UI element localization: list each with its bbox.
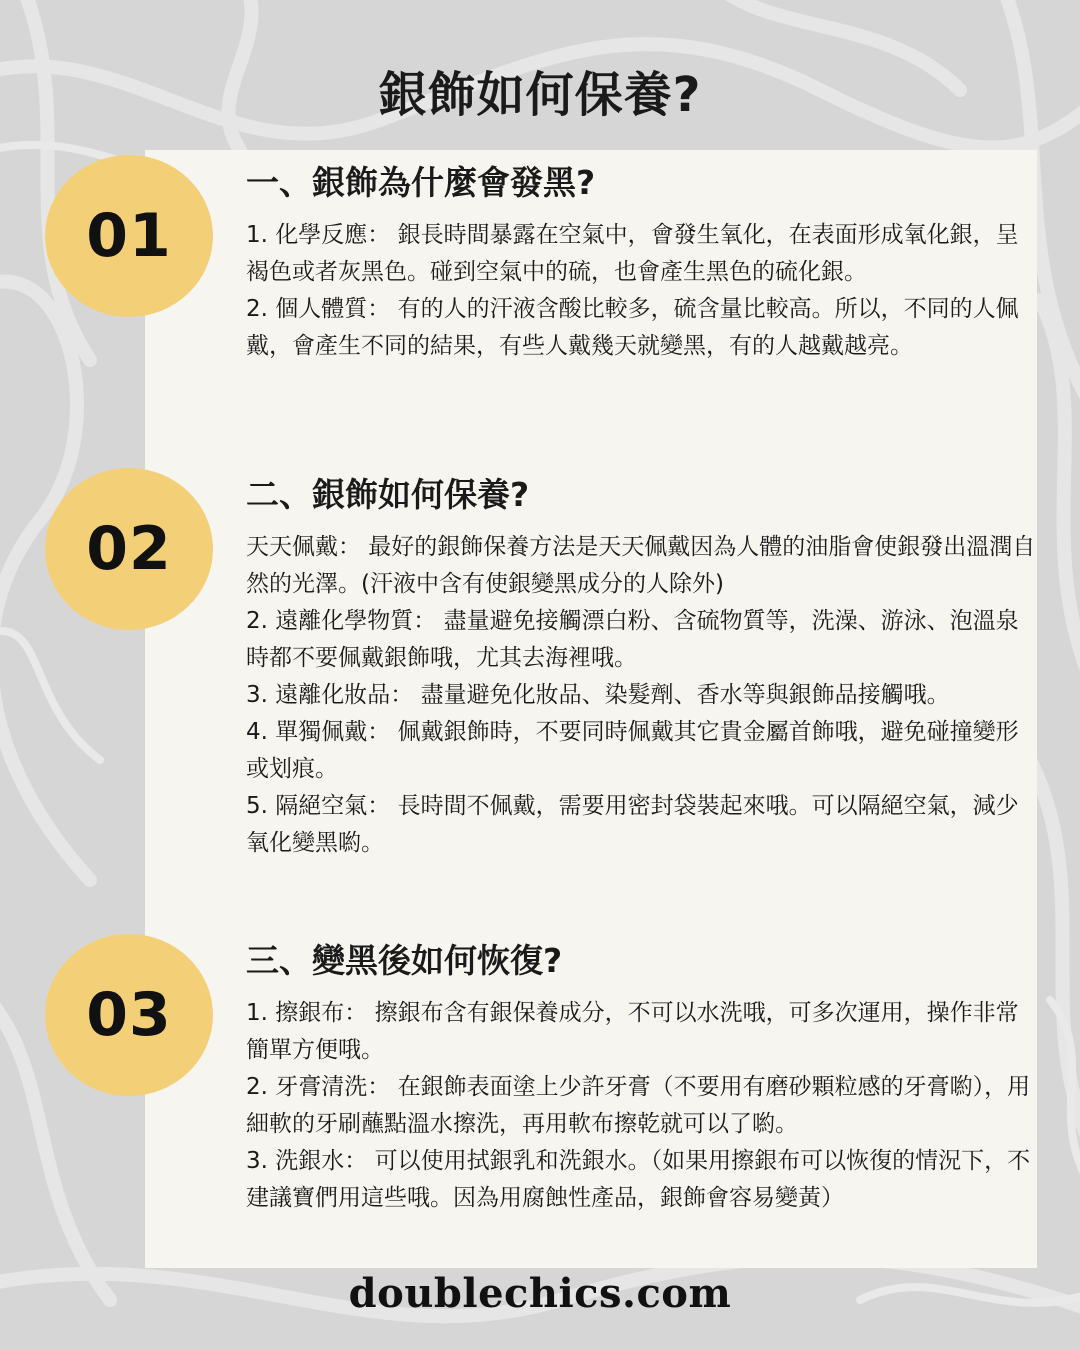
paragraph: 3. 遠離化妝品： 盡量避免化妝品、染髮劑、香水等與銀飾品接觸哦。	[246, 682, 950, 708]
paragraph: 1. 化學反應： 銀長時間暴露在空氣中，會發生氧化，在表面形成氧化銀，呈褐色或者灰黑色。碰到空氣中的硫，也會產生黑色的硫化銀。	[246, 222, 1019, 285]
section-number-badge-1	[45, 155, 213, 317]
paragraph: 1. 擦銀布： 擦銀布含有銀保養成分，不可以水洗哦，可多次運用，操作非常簡單方便哦。	[246, 1000, 1019, 1063]
section-body-3	[246, 995, 1036, 1217]
section-number-1: 01	[86, 201, 172, 271]
footer-website: doublechics.com	[348, 1270, 732, 1317]
section-2	[246, 473, 1036, 862]
paragraph: 5. 隔絕空氣： 長時間不佩戴，需要用密封袋裝起來哦。可以隔絕空氣，減少氧化變黑喲。	[246, 793, 1019, 856]
section-number-3: 03	[86, 980, 172, 1050]
section-heading-1: 一、銀飾為什麼會發黑?	[246, 163, 596, 202]
page-title: 銀飾如何保養?	[378, 67, 702, 123]
section-number-badge-2	[45, 468, 213, 630]
section-heading-3: 三、變黑後如何恢復?	[246, 941, 563, 980]
section-3	[246, 939, 1036, 1217]
paragraph: 4. 單獨佩戴： 佩戴銀飾時，不要同時佩戴其它貴金屬首飾哦，避免碰撞變形或划痕。	[246, 719, 1019, 782]
section-body-1	[246, 217, 1036, 365]
paragraph: 天天佩戴： 最好的銀飾保養方法是天天佩戴因為人體的油脂會使銀發出溫潤自然的光澤。(汗液中含有使銀變黑成分的人除外)	[246, 534, 1036, 597]
paragraph: 2. 遠離化學物質： 盡量避免接觸漂白粉、含硫物質等，洗澡、游泳、泡溫泉時都不要佩戴銀飾哦，尤其去海裡哦。	[246, 608, 1019, 671]
paragraph: 3. 洗銀水： 可以使用拭銀乳和洗銀水。（如果用擦銀布可以恢復的情況下，不建議寶們用這些哦。因為用腐蝕性產品，銀飾會容易變黃）	[246, 1148, 1031, 1211]
section-1	[246, 161, 1036, 365]
section-number-2: 02	[86, 514, 172, 584]
paragraph: 2. 牙膏清洗： 在銀飾表面塗上少許牙膏（不要用有磨砂顆粒感的牙膏喲），用細軟的牙刷蘸點溫水擦洗，再用軟布擦乾就可以了喲。	[246, 1074, 1031, 1137]
section-heading-2: 二、銀飾如何保養?	[246, 475, 530, 514]
section-number-badge-3	[45, 934, 213, 1096]
paragraph: 2. 個人體質： 有的人的汗液含酸比較多，硫含量比較高。所以，不同的人佩戴，會產生不同的結果，有些人戴幾天就變黑，有的人越戴越亮。	[246, 296, 1019, 359]
section-body-2	[246, 529, 1036, 862]
